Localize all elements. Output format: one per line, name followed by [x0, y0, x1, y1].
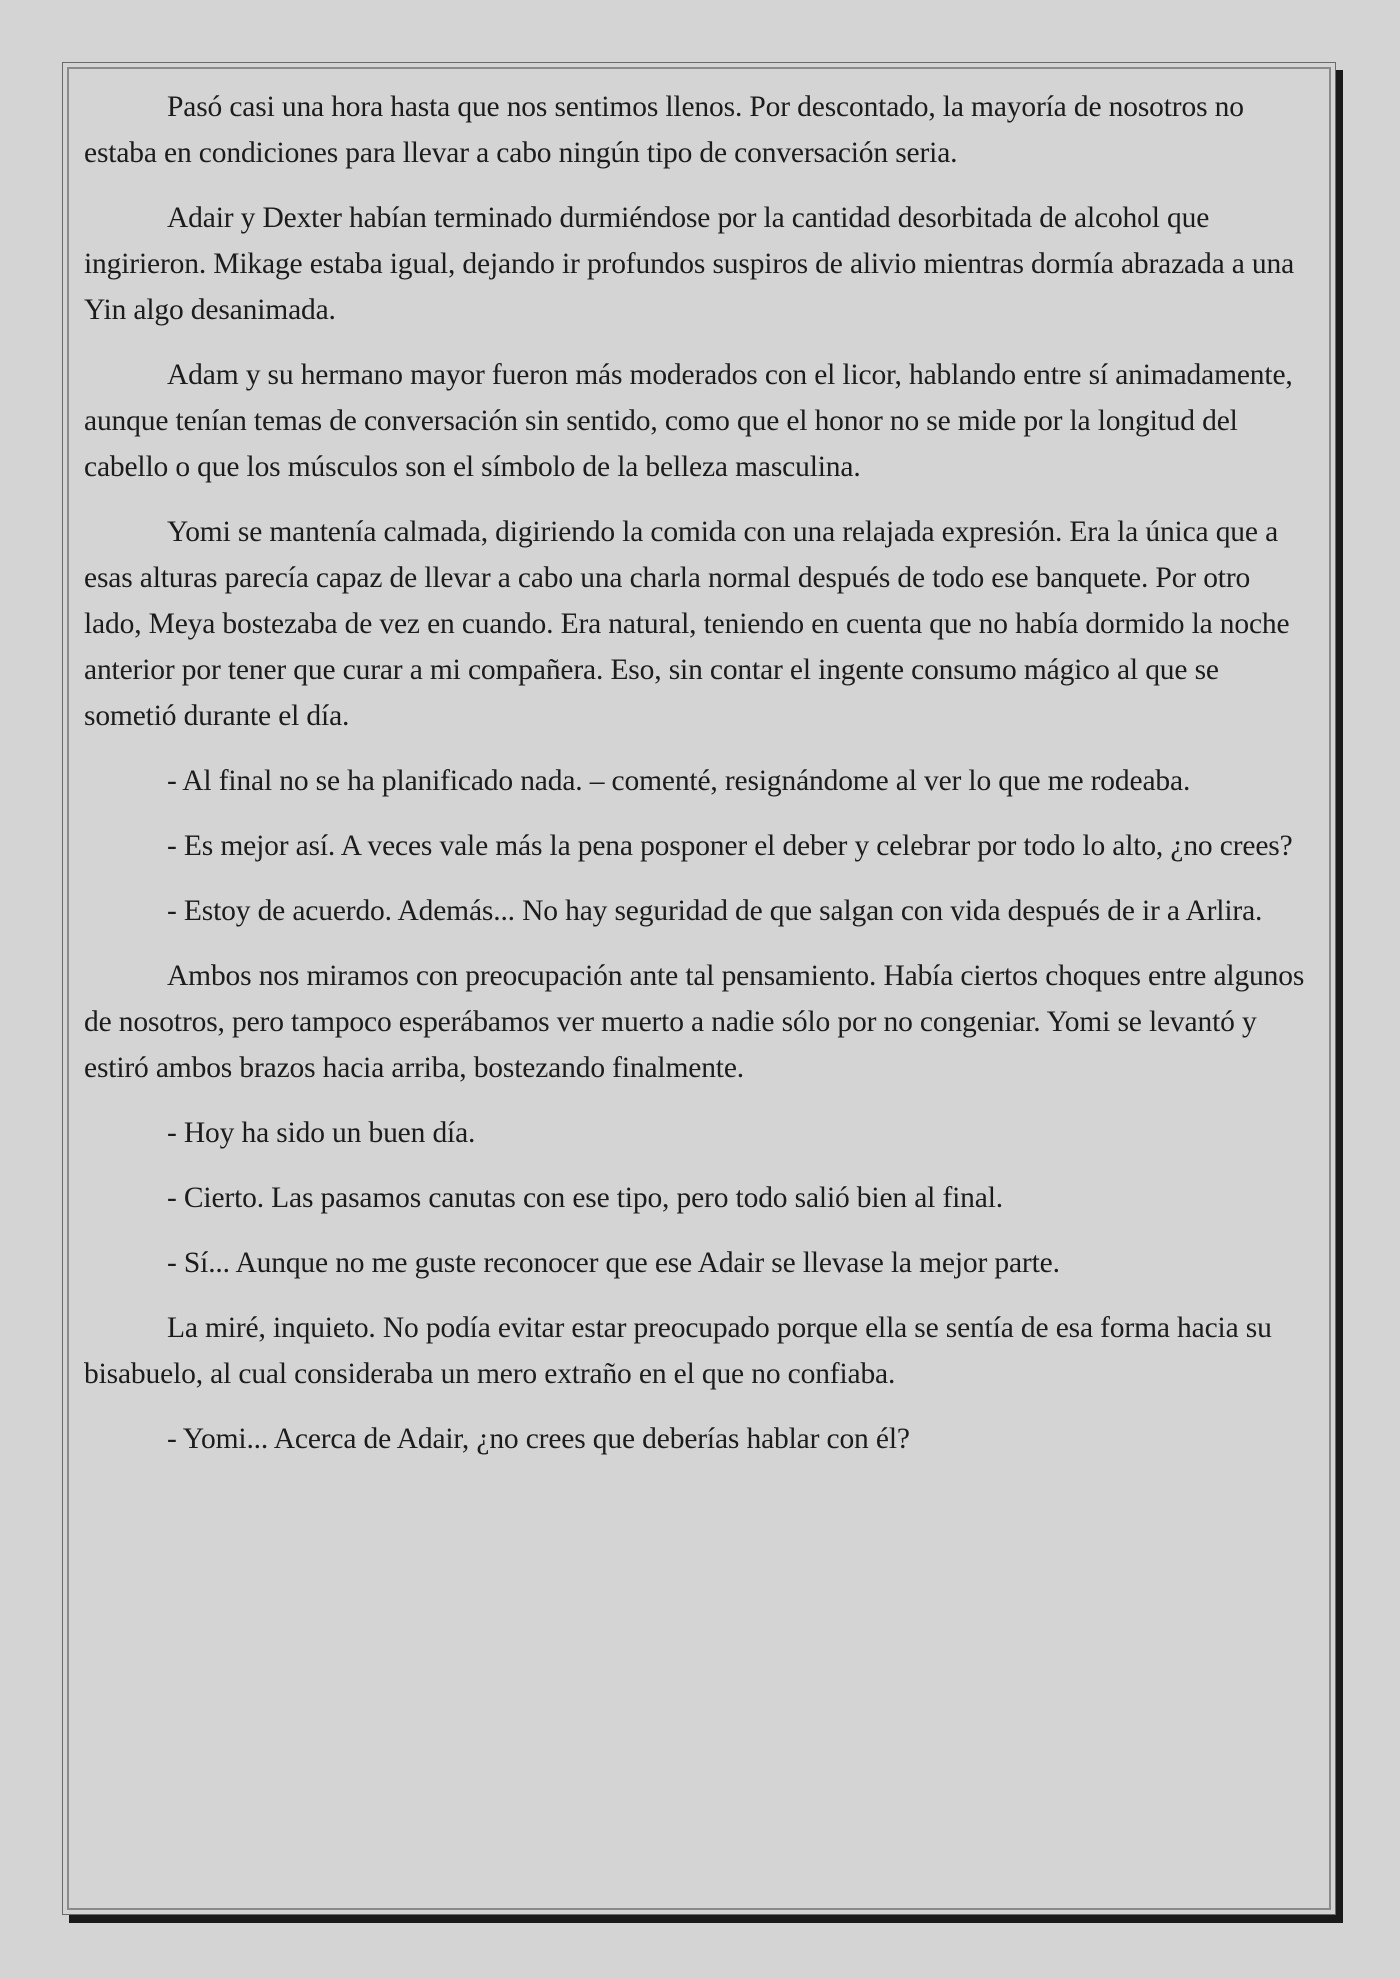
dialogue-line-3: - Estoy de acuerdo. Además... No hay seguridad de que salgan con vida después de ir a Arlira.: [167, 895, 1263, 927]
paragraph-1: Pasó casi una hora hasta que nos sentimos llenos. Por descontado, la mayoría de nosotros no estaba en condiciones para llevar a cabo ningún tipo de conversación seria.: [84, 91, 1244, 169]
dialogue-line-7: - Yomi... Acerca de Adair, ¿no crees que deberías hablar con él?: [167, 1423, 910, 1455]
paragraph-6: La miré, inquieto. No podía evitar estar preocupado porque ella se sentía de esa forma hacia su bisabuelo, al cual consideraba un mero extraño en el que no confiaba.: [84, 1312, 1272, 1390]
paragraph-5: Ambos nos miramos con preocupación ante tal pensamiento. Había ciertos choques entre algunos de nosotros, pero tampoco esperábamos ver muerto a nadie sólo por no congeniar. Yomi se levantó y estiró ambos brazos hacia arriba, bostezando finalmente.: [84, 960, 1305, 1084]
dialogue-line-5: - Cierto. Las pasamos canutas con ese tipo, pero todo salió bien al final.: [167, 1182, 1003, 1214]
paragraph-2: Adair y Dexter habían terminado durmiéndose por la cantidad desorbitada de alcohol que ingirieron. Mikage estaba igual, dejando ir profundos suspiros de alivio mientras dormía abrazada a una Yin algo desanimada.: [84, 202, 1295, 326]
dialogue-line-4: - Hoy ha sido un buen día.: [167, 1117, 476, 1149]
paragraph-3: Adam y su hermano mayor fueron más moderados con el licor, hablando entre sí animadamente, aunque tenían temas de conversación sin sentido, como que el honor no se mide por la longitud del cabello o que los músculos son el símbolo de la belleza masculina.: [84, 359, 1293, 483]
dialogue-line-6: - Sí... Aunque no me guste reconocer que ese Adair se llevase la mejor parte.: [167, 1247, 1060, 1279]
paragraph-4: Yomi se mantenía calmada, digiriendo la comida con una relajada expresión. Era la única que a esas alturas parecía capaz de llevar a cabo una charla normal después de todo ese banquete. Por otro lado, Meya bostezaba de vez en cuando. Era natural, teniendo en cuenta que no había dormido la noche anterior por tener que curar a mi compañera. Eso, sin contar el ingente consumo mágico al que se sometió durante el día.: [84, 516, 1290, 732]
dialogue-line-1: - Al final no se ha planificado nada. – comenté, resignándome al ver lo que me rodeaba.: [167, 765, 1191, 797]
document-body: [84, 84, 1314, 1481]
dialogue-line-2: - Es mejor así. A veces vale más la pena posponer el deber y celebrar por todo lo alto, ¿no crees?: [167, 830, 1293, 862]
